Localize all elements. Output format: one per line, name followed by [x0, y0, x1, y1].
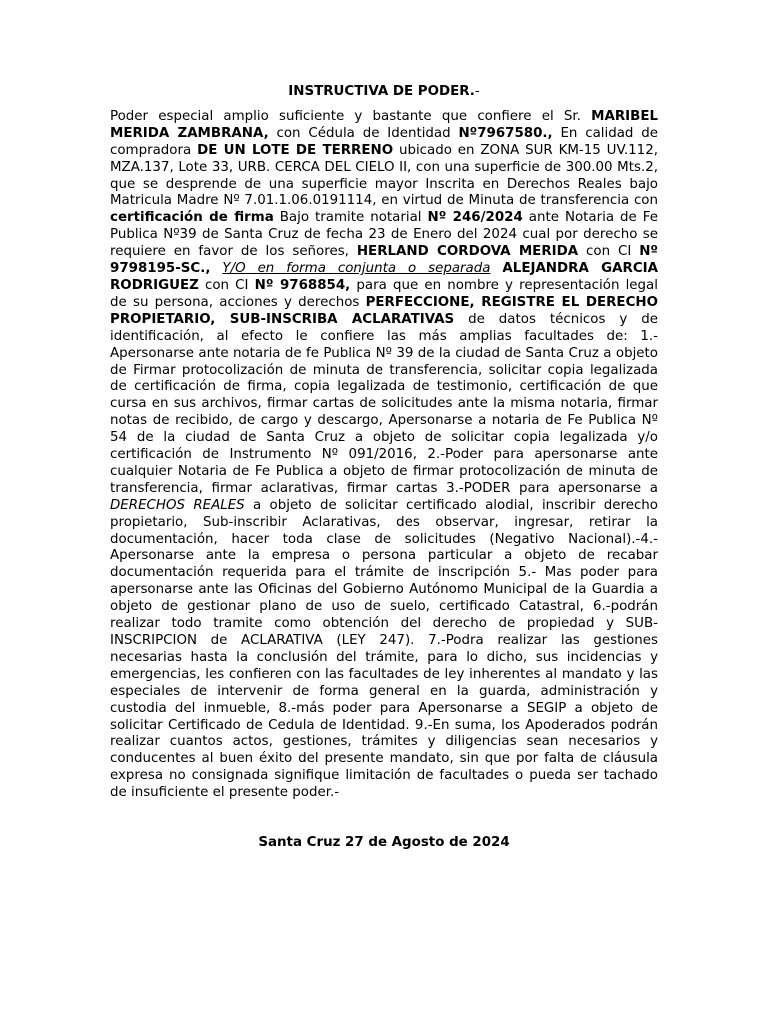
- body-emphasis-9: Nº 246/2024: [427, 210, 523, 226]
- body-emphasis-15: Y/O en forma conjunta o separada: [222, 261, 491, 277]
- document-page: [110, 84, 658, 852]
- body-emphasis-3: Nº7967580.,: [458, 125, 553, 141]
- document-title-suffix: -: [474, 84, 480, 99]
- body-text-6: ubicado en ZONA SUR KM-15 UV.112, MZA.137, Lote 33, URB. CERCA DEL CIELO II, con una superficie de 300.00 Mts.2, que se desprende de una superficie mayor Inscrita en Derechos Reales bajo Matricula Madre Nº 7.01.1.06.0191114, en virtud de Minuta de transferencia con: [110, 142, 658, 209]
- body-emphasis-17: ALEJANDRA GARCIA RODRIGUEZ: [110, 261, 658, 293]
- body-text-10: ante Notaria de Fe Publica Nº39 de Santa Cruz de fecha 23 de Enero del 2024 cual por derecho se requiere en favor de los señores,: [110, 210, 658, 260]
- document-date: Santa Cruz 27 de Agosto de 2024: [258, 835, 510, 851]
- body-emphasis-11: HERLAND CORDOVA MERIDA: [356, 244, 579, 260]
- body-text-12: con CI: [578, 244, 640, 260]
- body-text-18: con CI: [198, 277, 255, 293]
- document-title-text: INSTRUCTIVA DE PODER.: [288, 84, 475, 99]
- body-text-22: de datos técnicos y de identificación, al efecto le confiere las más amplias facultades de: 1.-Apersonarse ante notaria de fe Publica Nº 39 de la ciudad de Santa Cruz a objeto de Firmar protocolización de minuta de transferencia, solicitar copia legalizada de certificación de firma, copia legalizada de testimonio, certificación de que cursa en sus archivos, firmar cartas de solicitudes ante la misma notaria, firmar notas de recibido, de cargo y descargo, Apersonarse a notaria de Fe Publica Nº 54 de la ciudad de Santa Cruz a objeto de solicitar copia legalizada y/o certificación de Instrumento Nº 091/2016, 2.-Poder para apersonarse ante cualquier Notaria de Fe Publica a objeto de firmar protocolización de minuta de transferencia, firmar aclarativas, firmar cartas 3.-PODER para apersonarse a: [110, 311, 658, 496]
- document-body: [110, 109, 658, 802]
- body-text-0: Poder especial amplio suficiente y bastante que confiere el Sr.: [110, 108, 592, 124]
- body-emphasis-19: Nº 9768854,: [254, 277, 351, 293]
- body-emphasis-5: DE UN LOTE DE TERRENO: [197, 142, 394, 158]
- body-text-24: a objeto de solicitar certificado alodial, inscribir derecho propietario, Sub-inscribir Aclarativas, des observar, ingresar, retirar la documentación, hacer toda clase de solicitudes (Negativo Nacional).-4.-Apersonarse ante la empresa o persona particular a objeto de recabar documentación requerida para el trámite de inscripción 5.- Mas poder para apersonarse ante las Oficinas del Gobierno Autónomo Municipal de la Guardia a objeto de gestionar plano de uso de suelo, certificado Catastral, 6.-podrán realizar todo tramite como obtención del derecho de propiedad y SUB-INSCRIPCION de ACLARATIVA (LEY 247). 7.-Podra realizar las gestiones necesarias hasta la conclusión del trámite, para lo dicho, sus incidencias y emergencias, les confieren con las facultades de ley inherentes al mandato y las especiales de intervenir de forma general en la guarda, administración y custodia del inmueble, 8.-más poder para Apersonarse a SEGIP a objeto de solicitar Certificado de Cedula de Identidad. 9.-En suma, los Apoderados podrán realizar cuantos actos, gestiones, trámites y diligencias sean necesarios y conducentes al buen éxito del presente mandato, sin que por falta de cláusula expresa no consignada signifique limitación de facultades o pueda ser tachado de insuficiente el presente poder.-: [110, 497, 658, 801]
- body-emphasis-1: MARIBEL MERIDA ZAMBRANA,: [110, 108, 658, 141]
- body-text-14: [210, 261, 222, 276]
- body-text-2: con Cédula de Identidad: [268, 125, 459, 141]
- body-text-4: En calidad de compradora: [110, 125, 658, 158]
- body-emphasis-13: Nº 9798195-SC.,: [110, 244, 658, 277]
- body-emphasis-21: PERFECCIONE, REGISTRE EL DERECHO PROPIETARIO, SUB-INSCRIBA ACLARATIVAS: [110, 294, 658, 327]
- document-title: [110, 84, 658, 101]
- body-emphasis-23: DERECHOS REALES: [110, 497, 245, 513]
- body-emphasis-7: certificación de firma: [110, 210, 274, 226]
- body-text-16: [490, 261, 502, 276]
- body-text-20: para que en nombre y representación legal de su persona, acciones y derechos: [110, 277, 658, 310]
- body-text-8: Bajo tramite notarial: [273, 210, 428, 226]
